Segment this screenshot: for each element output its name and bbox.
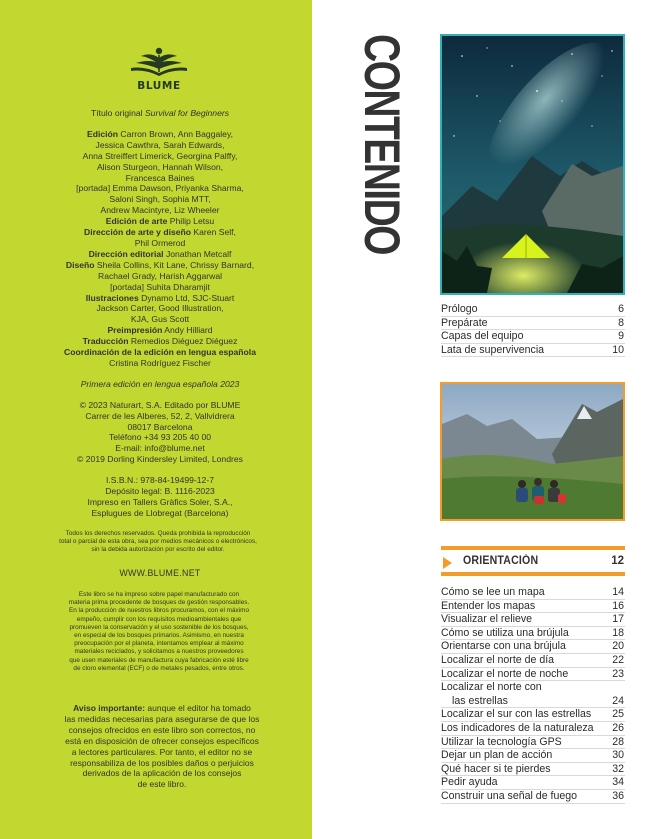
isbn-line: Esplugues de Llobregat (Barcelona)	[91, 507, 229, 518]
toc-entry-page: 17	[612, 613, 624, 626]
credit-line	[60, 303, 260, 314]
toc-entry-title: Los indicadores de la naturaleza	[441, 721, 594, 734]
toc-entry-title: Utilizar la tecnología GPS	[441, 735, 562, 748]
toc-entry-title: Prólogo	[441, 303, 478, 315]
credit-line	[60, 151, 260, 162]
credit-line	[60, 260, 260, 271]
rights-line: total o parcial de esta obra, sea por medios mecánicos o electrónicos,	[59, 538, 257, 546]
credit-names: Jonathan Metcalf	[163, 248, 232, 259]
credit-role: Preimpresión	[107, 325, 163, 336]
notice-line: a lectores particulares. Por tanto, el editor no se	[71, 746, 253, 757]
toc-entry-page: 9	[618, 330, 624, 343]
paper-line: que usen materiales de manufactura cuya fabricación esté libre	[69, 656, 249, 664]
credit-line	[60, 194, 260, 205]
publisher-line: © 2023 Naturart, S.A. Editado por BLUME	[79, 399, 241, 410]
section-page: 12	[611, 555, 624, 567]
notice-label: Aviso importante:	[73, 703, 146, 713]
toc-entry-title: Orientarse con una brújula	[441, 640, 566, 653]
toc-entry-title: Pedir ayuda	[441, 776, 498, 789]
toc-entry[interactable]	[441, 640, 625, 654]
toc-entry-page: 30	[612, 749, 624, 762]
publisher-line: 08017 Barcelona	[127, 421, 193, 432]
open-book-icon	[127, 46, 191, 80]
paper-line: materiales reciclados, y solicitamos a nuestros proveedores	[74, 648, 244, 656]
notice-line: Aviso importante: aunque el editor ha tomado	[73, 703, 251, 713]
credit-line	[60, 205, 260, 216]
toc-entry-page: 34	[612, 776, 624, 789]
credit-line	[60, 347, 260, 358]
paper-line: En la producción de nuestros libros procuramos, con el máximo	[68, 607, 250, 615]
toc-entry[interactable]	[441, 654, 625, 668]
toc-entry-page: 22	[612, 653, 624, 666]
credit-names: [portada] Suhita Dharamjit	[110, 281, 210, 292]
original-title: Título original Survival for Beginners	[90, 108, 230, 118]
publisher-line: © 2019 Dorling Kindersley Limited, Londres	[77, 454, 243, 465]
credit-line	[60, 140, 260, 151]
credit-names: KJA, Gus Scott	[130, 314, 190, 325]
toc-entry-page: 10	[612, 343, 624, 356]
notice-line: derivados de la aplicación de los consejos	[82, 768, 242, 779]
toc-entry-page: 28	[612, 735, 624, 748]
contents-title: CONTENIDO	[354, 34, 410, 254]
credit-line	[60, 358, 260, 369]
toc-entry-title: Cómo se lee un mapa	[441, 586, 545, 598]
credit-names: Sheila Collins, Kit Lane, Chrissy Barnard,	[94, 259, 255, 270]
toc-entry-title: las estrellas	[452, 694, 508, 707]
toc-entry[interactable]	[441, 330, 625, 344]
toc-entry[interactable]	[441, 776, 625, 790]
paper-line: en especial de los bosques primarios. Asimismo, en nuestra	[74, 632, 244, 640]
brand-name: BLUME	[137, 80, 181, 92]
toc-entry-page: 8	[618, 316, 624, 329]
toc-entry-title: Lata de supervivencia	[441, 343, 545, 356]
credit-line	[60, 227, 260, 238]
toc-entry-title: Cómo se utiliza una brújula	[441, 626, 569, 639]
credit-names: Rachael Grady, Harish Aggarwal	[97, 270, 223, 281]
toc-entry-page: 24	[612, 694, 624, 707]
credit-line	[60, 216, 260, 227]
notice-line: las medidas necesarias para asegurarse de que los	[64, 713, 260, 724]
credit-names: Jackson Carter, Good Illustration,	[96, 303, 224, 314]
hikers-photo	[440, 382, 625, 521]
credit-names: Francesca Baines	[125, 172, 195, 183]
credit-line	[60, 271, 260, 282]
credit-line	[60, 238, 260, 249]
toc-entry-title: Qué hacer si te pierdes	[441, 762, 551, 775]
isbn-line: Impreso en Tallers Gràfics Soler, S.A.,	[87, 497, 233, 507]
toc-entry-title: Dejar un plan de acción	[441, 749, 553, 762]
paper-line: de cloro elemental (ECF) o de metales pesados, entre otros.	[73, 664, 245, 672]
credit-role: Edición	[86, 128, 119, 139]
credit-line	[60, 336, 260, 347]
paper-line: Este libro se ha impreso sobre papel manufacturado con	[78, 591, 240, 598]
credit-role: Coordinación de la edición en lengua española	[64, 347, 256, 358]
toc-entry-page: 25	[612, 708, 624, 721]
toc-entry-title: Visualizar el relieve	[441, 613, 533, 626]
publisher-line: Teléfono +34 93 205 40 00	[108, 432, 212, 443]
first-edition: Primera edición en lengua española 2023	[80, 378, 240, 389]
toc-entry-page: 26	[612, 721, 624, 734]
notice-line: de este libro.	[137, 779, 187, 790]
credit-role: Dirección de arte y diseño	[84, 227, 192, 238]
credit-names: Philip Letsu	[167, 216, 215, 227]
credit-role: Traducción	[82, 336, 129, 347]
credit-line	[60, 293, 260, 304]
toc-entry-page: 18	[612, 626, 624, 639]
publisher-logo	[127, 46, 191, 94]
credit-names: Saloni Singh, Sophia MTT,	[109, 194, 211, 205]
toc-entry[interactable]	[441, 695, 625, 709]
notice-line: está en disposición de ofrecer consejos específicos	[65, 735, 259, 746]
credit-line	[60, 173, 260, 184]
toc-entry-page: 23	[612, 667, 624, 680]
toc-entry[interactable]	[441, 627, 625, 641]
publisher-line: E-mail: info@blume.net	[115, 443, 205, 454]
toc-entry-page: 20	[612, 640, 624, 653]
website-link[interactable]: WWW.BLUME.NET	[119, 568, 201, 578]
orientation-toc	[441, 586, 625, 804]
toc-entry[interactable]	[441, 600, 625, 614]
paper-line: preocupación por el planeta, intentamos emplear al máximo	[74, 640, 244, 648]
isbn-line: I.S.B.N.: 978-84-19499-12-7	[106, 475, 214, 486]
toc-entry[interactable]	[441, 613, 625, 627]
toc-entry-page: 32	[612, 762, 624, 775]
credit-line	[60, 282, 260, 293]
toc-entry[interactable]	[441, 790, 625, 804]
credit-names: Jessica Cawthra, Sarah Edwards,	[95, 139, 225, 150]
toc-entry[interactable]	[441, 317, 625, 331]
toc-entry-page: 36	[612, 789, 624, 802]
paper-line: promueven la conservación y el uso sostenible de los bosques,	[69, 623, 249, 631]
toc-entry-title: Localizar el sur con las estrellas	[441, 708, 592, 721]
toc-entry[interactable]	[441, 749, 625, 763]
credit-line	[60, 249, 260, 260]
toc-entry[interactable]	[441, 344, 625, 358]
toc-entry[interactable]	[441, 708, 625, 722]
toc-entry-title: Entender los mapas	[441, 599, 536, 612]
credit-names: Alison Sturgeon, Hannah Wilson,	[96, 161, 224, 172]
credit-names: [portada] Emma Dawson, Priyanka Sharma,	[76, 183, 244, 194]
credit-names: Dynamo Ltd, SJC-Stuart	[138, 292, 235, 303]
arrow-right-icon	[443, 557, 452, 569]
toc-entry-title: Construir una señal de fuego	[441, 789, 578, 802]
toc-entry-title: Localizar el norte de día	[441, 653, 555, 666]
credit-names: Cristina Rodríguez Fischer	[109, 357, 211, 368]
rights-line: Todos los derechos reservados. Queda prohibida la reproducción	[65, 530, 251, 537]
credit-names: Karen Self,	[191, 227, 236, 238]
important-notice	[52, 703, 272, 790]
credit-line	[60, 325, 260, 336]
toc-entry-page: 6	[618, 303, 624, 315]
credits-panel	[0, 0, 312, 839]
credit-line	[60, 162, 260, 173]
credit-line	[60, 129, 260, 140]
toc-entry-page: 16	[612, 599, 624, 612]
toc-entry[interactable]	[441, 722, 625, 736]
toc-entry[interactable]	[441, 586, 625, 600]
credit-role: Edición de arte	[105, 216, 168, 227]
isbn-line: Depósito legal: B. 1116-2023	[105, 486, 215, 497]
credit-names: Andrew Macintyre, Liz Wheeler	[100, 205, 220, 216]
toc-entry[interactable]	[441, 736, 625, 750]
credit-line	[60, 314, 260, 325]
credit-names: Andy Hilliard	[162, 325, 213, 336]
credit-names: Carron Brown, Ann Baggaley,	[118, 128, 233, 139]
section-header-orientacion[interactable]	[441, 546, 625, 576]
credit-role: Dirección editorial	[88, 248, 164, 259]
section-title: ORIENTACIÓN	[463, 555, 539, 567]
rights-notice	[24, 530, 292, 555]
toc-entry[interactable]	[441, 668, 625, 682]
publisher-line: Carrer de les Alberes, 52, 2, Vallvidrera	[85, 410, 235, 421]
night-tent-photo	[440, 34, 625, 295]
toc-entry-title: Capas del equipo	[441, 330, 524, 343]
credit-role: Ilustraciones	[85, 292, 139, 303]
paper-line: materia prima procedente de bosques de gestión responsables.	[68, 599, 250, 607]
credit-role: Diseño	[65, 259, 95, 270]
paper-line: empeño, cumplir con los requisitos medioambientales que	[76, 615, 242, 623]
toc-entry-title: Localizar el norte con	[441, 681, 542, 694]
credit-names: Remedios Diéguez Diéguez	[128, 336, 238, 347]
toc-entry-page: 14	[612, 586, 624, 598]
publisher-info	[60, 400, 260, 465]
credit-names: Phil Ormerod	[134, 237, 186, 248]
credits-block	[60, 108, 260, 519]
toc-entry[interactable]	[441, 681, 625, 695]
credit-lines	[60, 129, 260, 369]
isbn-info	[60, 475, 260, 519]
toc-entry[interactable]	[441, 763, 625, 777]
toc-entry-title: Prepárate	[441, 316, 488, 329]
rights-line: sin la debida autorización por escrito del editor.	[91, 546, 225, 554]
credit-names: Anna Streiffert Limerick, Georgina Palffy,	[82, 150, 238, 161]
intro-toc	[441, 303, 625, 357]
credit-line	[60, 183, 260, 194]
paper-notice	[44, 591, 274, 673]
toc-entry-title: Localizar el norte de noche	[441, 667, 569, 680]
toc-entry[interactable]	[441, 303, 625, 317]
notice-line: responsabiliza de los posibles daños o perjuicios	[70, 757, 254, 768]
notice-line: consejos ofrecidos en este libro son correctos, no	[68, 724, 256, 735]
